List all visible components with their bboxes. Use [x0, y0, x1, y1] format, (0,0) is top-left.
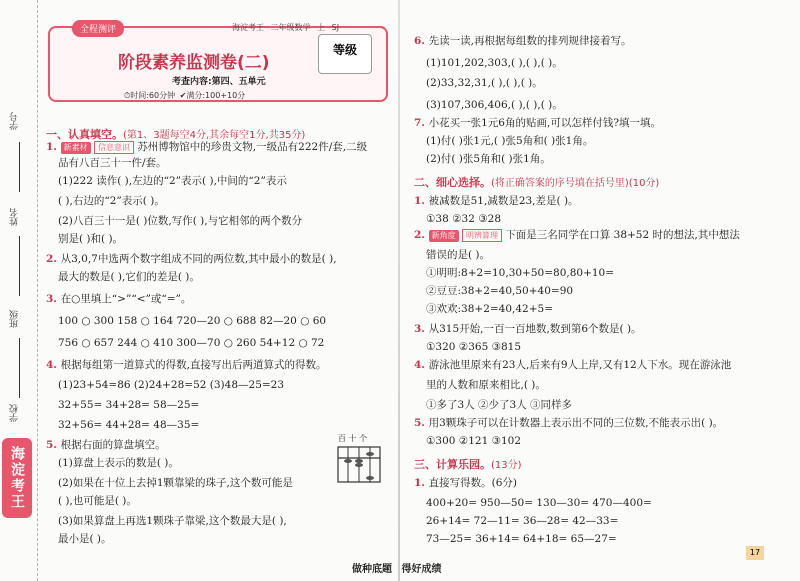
question-text: ③欢欢:38+2=40,42+5=: [426, 303, 554, 315]
question-subline: [58, 398, 199, 412]
test-scope: 考查内容:第四、五单元: [172, 77, 266, 87]
question-text: 在○里填上“>”“<”或“=”。: [60, 293, 192, 305]
question-text: 下面是三名同学在口算 38+52 时的想法,其中想法: [505, 229, 740, 241]
question-text: (1)222 读作( ),左边的“2”表示( ),中间的“2”表示: [58, 175, 287, 187]
question-text: ①明明:8+2=10,30+50=80,80+10=: [426, 267, 615, 279]
question-text: 32+56= 44+28= 48—35=: [58, 419, 200, 431]
question-subline: [426, 340, 521, 354]
school-label: 学校: [10, 404, 20, 422]
question-text: (3)如果算盘上再选1颗珠子靠梁,这个数最大是( ),: [58, 515, 287, 527]
question-subline: [58, 270, 200, 284]
points-note: (13分): [491, 460, 522, 471]
question-subline: [58, 194, 165, 208]
question-subline: [58, 456, 179, 470]
question-number: 1.: [414, 477, 429, 489]
question-number: 5.: [414, 417, 429, 429]
question-line: [46, 252, 337, 266]
question-subline: [58, 232, 123, 246]
question-text: 根据右面的算盘填空。: [60, 439, 166, 451]
class-label: 班级: [10, 310, 20, 328]
question-subline: [426, 496, 652, 510]
abacus-label: 百 十 个: [338, 434, 368, 443]
points-note: (将正确答案的序号填在括号里)(10分): [491, 178, 660, 189]
question-subline: [426, 532, 617, 546]
question-line: [46, 358, 326, 372]
question-subline: [426, 434, 521, 448]
question-text: 苏州博物馆中的珍贵文物,一级品有222件/套,二级: [137, 141, 368, 153]
question-subline: [426, 266, 614, 280]
question-text: ①320 ②365 ③815: [426, 341, 522, 353]
book-meta: 海淀考王 二年级数学 上 SJ: [232, 23, 340, 32]
question-line: [414, 34, 631, 48]
question-subline: [426, 284, 573, 298]
question-subline: [58, 336, 324, 350]
question-number: 4.: [414, 359, 429, 371]
question-number: 1.: [414, 195, 429, 207]
question-number: 2.: [46, 253, 61, 265]
question-number: 7.: [414, 117, 429, 129]
question-subline: [426, 76, 543, 90]
question-number: 6.: [414, 35, 429, 47]
question-subline: [58, 532, 112, 546]
question-subline: [426, 302, 553, 316]
question-text: 错误的是( )。: [426, 249, 491, 261]
name-line[interactable]: [19, 236, 20, 296]
question-text: (2)如果在十位上去掉1颗靠梁的珠子,这个数可能是: [58, 477, 293, 489]
student-id-line[interactable]: [19, 142, 20, 192]
skill-badge: 信息意识: [94, 141, 134, 154]
points-note: (第1、3题每空4分,其余每空1分,共35分): [123, 130, 306, 141]
question-subline: [58, 418, 199, 432]
question-text: 先读一读,再根据每组数的排列规律接着写。: [428, 35, 632, 47]
question-line: [414, 476, 517, 490]
question-subline: [426, 152, 551, 166]
question-subline: [426, 398, 572, 412]
question-line: [46, 438, 166, 452]
question-subline: [426, 248, 490, 262]
footer-slogan: 做种底题 得好成绩: [352, 564, 442, 575]
question-subline: [58, 514, 287, 528]
question-text: (2)八百三十一是( )位数,写作( ),与它相邻的两个数分: [58, 215, 303, 227]
question-text: (3)107,306,406,( ),( ),( )。: [426, 99, 563, 111]
page-number: 17: [746, 546, 764, 560]
question-text: 32+55= 34+28= 58—25=: [58, 399, 200, 411]
question-line: [414, 416, 723, 430]
question-text: 从3,0,7中选两个数字组成不同的两位数,其中最小的数是( ),: [60, 253, 337, 265]
new-badge: 新角度: [429, 230, 459, 242]
new-badge: 新素材: [61, 142, 91, 154]
question-text: 73—25= 36+14= 64+18= 65—27=: [426, 533, 617, 545]
time-and-score: ⏱时间:60分钟 ✔满分:100+10分: [124, 91, 246, 100]
question-text: 直接写得数。(6分): [428, 477, 517, 489]
question-text: ( ),右边的“2”表示( )。: [58, 195, 165, 207]
question-text: 别是( )和( )。: [58, 233, 124, 245]
question-line: [46, 140, 367, 154]
question-subline: [426, 212, 501, 226]
question-subline: [58, 494, 137, 508]
page-fold: [398, 0, 400, 581]
brand-logo: 海淀考王: [2, 438, 32, 518]
question-line: [414, 194, 579, 208]
question-text: 一、认真填空。: [46, 128, 123, 141]
question-text: 用3颗珠子可以在计数器上表示出不同的三位数,不能表示出( )。: [428, 417, 724, 429]
question-number: 3.: [414, 323, 429, 335]
question-text: 游泳池里原来有23人,后来有9人上岸,又有12人下水。现在游泳池: [428, 359, 732, 371]
name-label: 姓名: [10, 208, 20, 226]
question-subline: [58, 378, 284, 392]
question-text: 被减数是51,减数是23,差是( )。: [428, 195, 579, 207]
question-text: (1)101,202,303,( ),( ),( )。: [426, 57, 563, 69]
question-subline: [58, 156, 167, 170]
question-line: [414, 228, 740, 242]
question-text: 二、细心选择。: [414, 176, 491, 189]
student-id-label: 学号: [10, 112, 20, 130]
question-text: 最大的数是( ),它们的差是( )。: [58, 271, 200, 283]
question-text: 小花买一张1元6角的贴画,可以怎样付钱?填一填。: [428, 117, 661, 129]
question-text: ( ),也可能是( )。: [58, 495, 137, 507]
question-text: ①多了3人 ②少了3人 ③同样多: [426, 399, 573, 411]
question-text: ②豆豆:38+2=40,50+40=90: [426, 285, 574, 297]
question-text: (2)付( )张5角和( )张1角。: [426, 153, 551, 165]
section-heading: [414, 456, 522, 472]
question-subline: [58, 476, 293, 490]
question-number: 1.: [46, 141, 61, 153]
question-text: (1)算盘上表示的数是( )。: [58, 457, 179, 469]
question-text: 400+20= 950—50= 130—30= 470—400=: [426, 497, 652, 509]
question-line: [414, 322, 642, 336]
student-info-margin: [0, 0, 38, 581]
question-text: 756 ○ 657 244 ○ 410 300—70 ○ 260 54+12 ○ 72: [58, 337, 325, 349]
question-number: 4.: [46, 359, 61, 371]
question-text: 根据每组第一道算式的得数,直接写出后两道算式的得数。: [60, 359, 327, 371]
question-subline: [426, 56, 563, 70]
question-line: [414, 358, 731, 372]
test-title: 阶段素养监测卷(二): [118, 53, 270, 73]
question-text: 100 ○ 300 158 ○ 164 720—20 ○ 688 82—20 ○ 60: [58, 315, 327, 327]
question-text: 品有八百三十一件/套。: [58, 157, 167, 169]
question-subline: [426, 514, 618, 528]
question-number: 3.: [46, 293, 61, 305]
question-subline: [426, 378, 546, 392]
question-text: 三、计算乐园。: [414, 458, 491, 471]
question-line: [414, 116, 661, 130]
question-text: 最小是( )。: [58, 533, 112, 545]
question-number: 2.: [414, 229, 429, 241]
skill-badge: 明辨算理: [462, 229, 502, 242]
question-text: 26+14= 72—11= 36—28= 42—33=: [426, 515, 619, 527]
question-text: 从315开始,一百一百地数,数到第6个数是( )。: [428, 323, 642, 335]
question-text: (1)23+54=86 (2)24+28=52 (3)48—25=23: [58, 379, 285, 391]
question-number: 5.: [46, 439, 61, 451]
question-text: (1)付( )张1元,( )张5角和( )张1角。: [426, 135, 594, 147]
question-subline: [426, 98, 563, 112]
question-text: 里的人数和原来相比,( )。: [426, 379, 546, 391]
question-text: ①38 ②32 ③28: [426, 213, 501, 225]
abacus-figure: [337, 444, 381, 484]
question-line: [46, 292, 191, 306]
question-text: ①300 ②121 ③102: [426, 435, 522, 447]
grade-box[interactable]: 等级: [318, 34, 372, 74]
question-subline: [58, 174, 287, 188]
question-subline: [58, 214, 302, 228]
question-subline: [58, 314, 326, 328]
question-text: (2)33,32,31,( ),( ),( )。: [426, 77, 543, 89]
section-heading: [414, 174, 659, 190]
question-subline: [426, 134, 593, 148]
assessment-tag: 全程测评: [72, 20, 124, 37]
class-line[interactable]: [19, 338, 20, 398]
